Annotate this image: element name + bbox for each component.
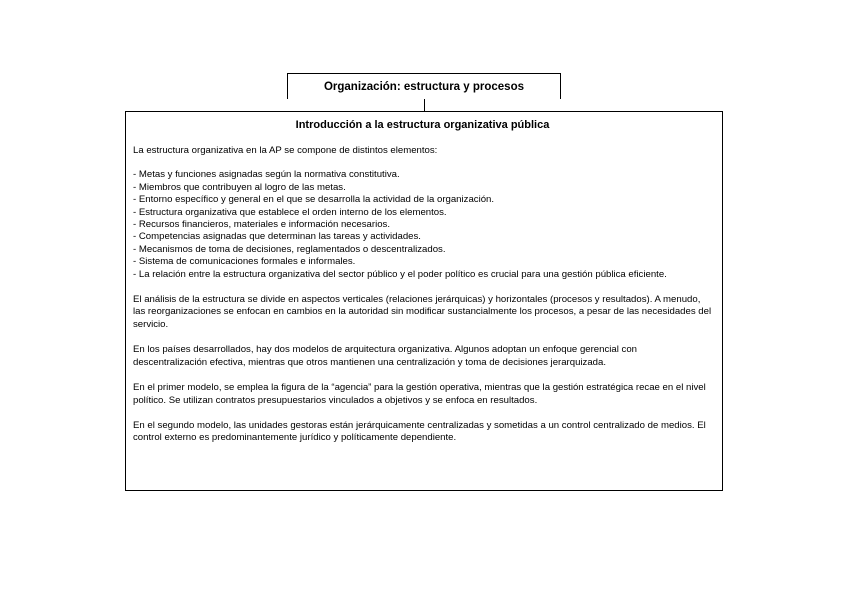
element-list: [133, 169, 712, 281]
paragraph-first-model: En el primer modelo, se emplea la figura de la “agencia” para la gestión operativa, mientras que la gestión estratégica recae en el nivel político. Se utilizan contratos presupuestarios vinculados a objetivos y se enfoca en resultados.: [133, 382, 706, 406]
content-box: [125, 111, 723, 491]
paragraph-structure-analysis: El análisis de la estructura se divide en aspectos verticales (relaciones jerárquicas) y horizontales (procesos y resultados). A menudo, las reorganizaciones se enfocan en cambios en la autoridad sin modificar sustancialmente los procesos, a pesar de las necesidades del servicio.: [133, 294, 712, 330]
paragraph-models: En los países desarrollados, hay dos modelos de arquitectura organizativa. Algunos adoptan un enfoque gerencial con descentralización efectiva, mientras que otros mantienen una centralización y toma de decisiones jerarquizada.: [133, 344, 638, 368]
content-heading: Introducción a la estructura organizativa pública: [295, 119, 550, 131]
list-item: - Estructura organizativa que establece el orden interno de los elementos.: [133, 206, 447, 218]
diagram-title: Organización: estructura y procesos: [323, 81, 525, 93]
list-item: - Entorno específico y general en el que se desarrolla la actividad de la organización.: [133, 194, 495, 206]
list-item: - Recursos financieros, materiales e información necesarios.: [133, 219, 391, 231]
connector-line: [424, 99, 425, 111]
list-item: - Miembros que contribuyen al logro de las metas.: [133, 181, 346, 193]
list-item: - Metas y funciones asignadas según la normativa constitutiva.: [133, 169, 400, 181]
list-item: - Sistema de comunicaciones formales e informales.: [133, 256, 356, 268]
paragraph-second-model: En el segundo modelo, las unidades gestoras están jerárquicamente centralizadas y sometidas a un control centralizado de medios. El control externo es predominantemente jurídico y políticamente dependiente.: [133, 419, 706, 444]
list-item: - Competencias asignadas que determinan las tareas y actividades.: [133, 231, 421, 243]
diagram-title-box: [287, 73, 561, 99]
intro-text: La estructura organizativa en la AP se compone de distintos elementos:: [133, 145, 438, 156]
list-item: - La relación entre la estructura organizativa del sector público y el poder político es crucial para una gestión pública eficiente.: [133, 268, 667, 280]
list-item: - Mecanismos de toma de decisiones, reglamentados o descentralizados.: [133, 243, 446, 255]
